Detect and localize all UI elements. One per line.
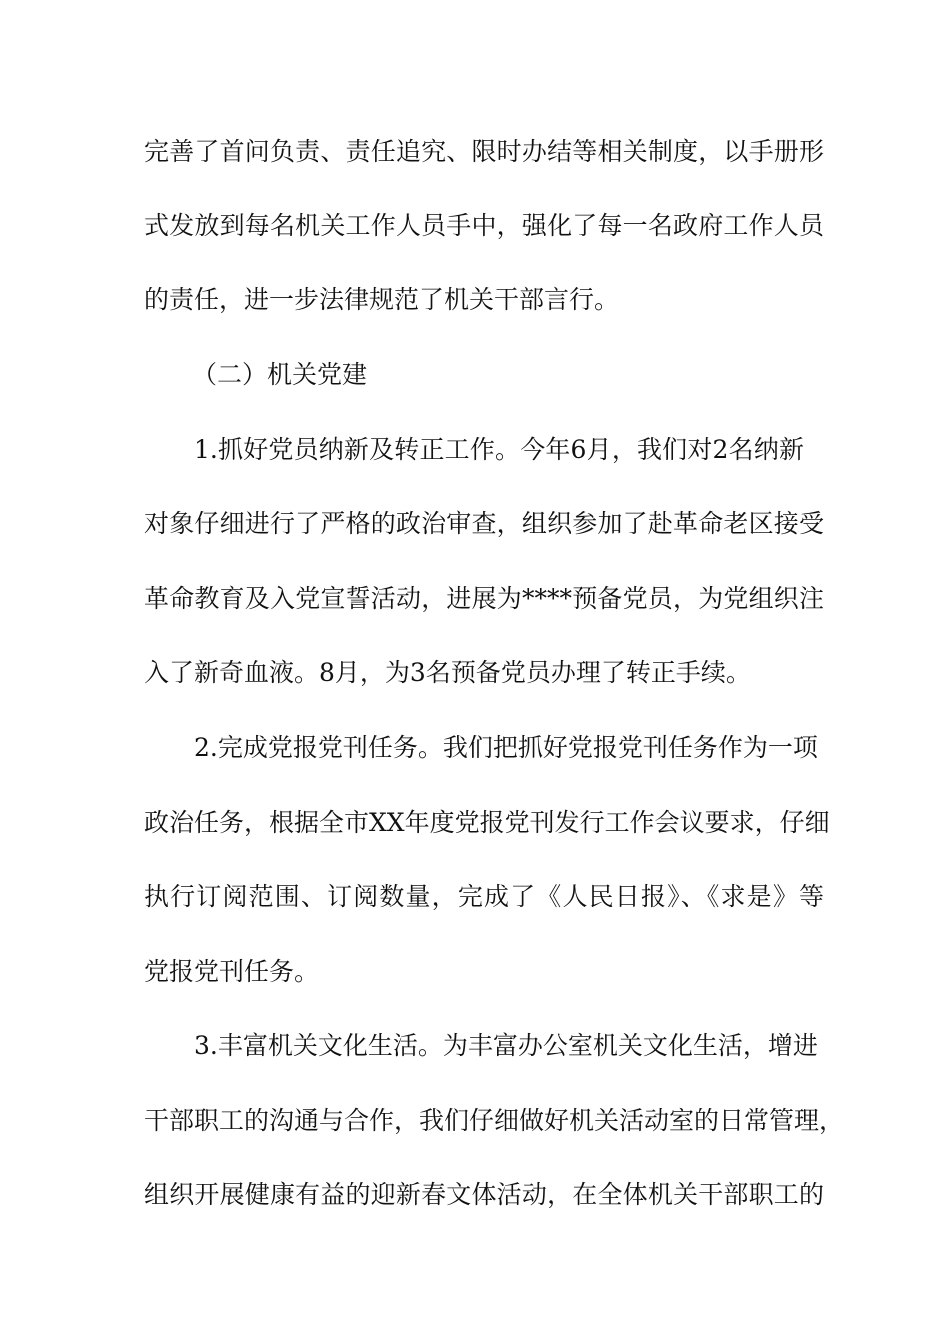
text-line: 的责任，进一步法律规范了机关干部言行。: [144, 285, 620, 314]
text-line: 入了新奇血液。8月，为3名预备党员办理了转正手续。: [144, 658, 751, 687]
text-line: 干部职工的沟通与合作，我们仔细做好机关活动室的日常管理，: [144, 1106, 845, 1135]
text-line: 革命教育及入党宣誓活动，进展为****预备党员，为党组织注: [144, 584, 824, 613]
text-line: 执行订阅范围、订阅数量，完成了《人民日报》、《求是》等: [144, 882, 824, 911]
text-line: 2.完成党报党刊任务。我们把抓好党报党刊任务作为一项: [194, 733, 818, 762]
text-line: 1.抓好党员纳新及转正工作。今年6月，我们对2名纳新: [194, 435, 804, 464]
text-line: 政治任务，根据全市XX年度党报党刊发行工作会议要求，仔细: [144, 808, 830, 837]
text-line: 3.丰富机关文化生活。为丰富办公室机关文化生活，增进: [194, 1031, 818, 1060]
text-line: 式发放到每名机关工作人员手中，强化了每一名政府工作人员: [144, 211, 824, 240]
text-line: 完善了首问负责、责任追究、限时办结等相关制度，以手册形: [144, 137, 824, 166]
text-line: 对象仔细进行了严格的政治审查，组织参加了赴革命老区接受: [144, 509, 824, 538]
section-heading: （二）机关党建: [192, 360, 368, 389]
text-line: 党报党刊任务。: [144, 957, 320, 986]
text-line: 组织开展健康有益的迎新春文体活动，在全体机关干部职工的: [144, 1180, 824, 1209]
